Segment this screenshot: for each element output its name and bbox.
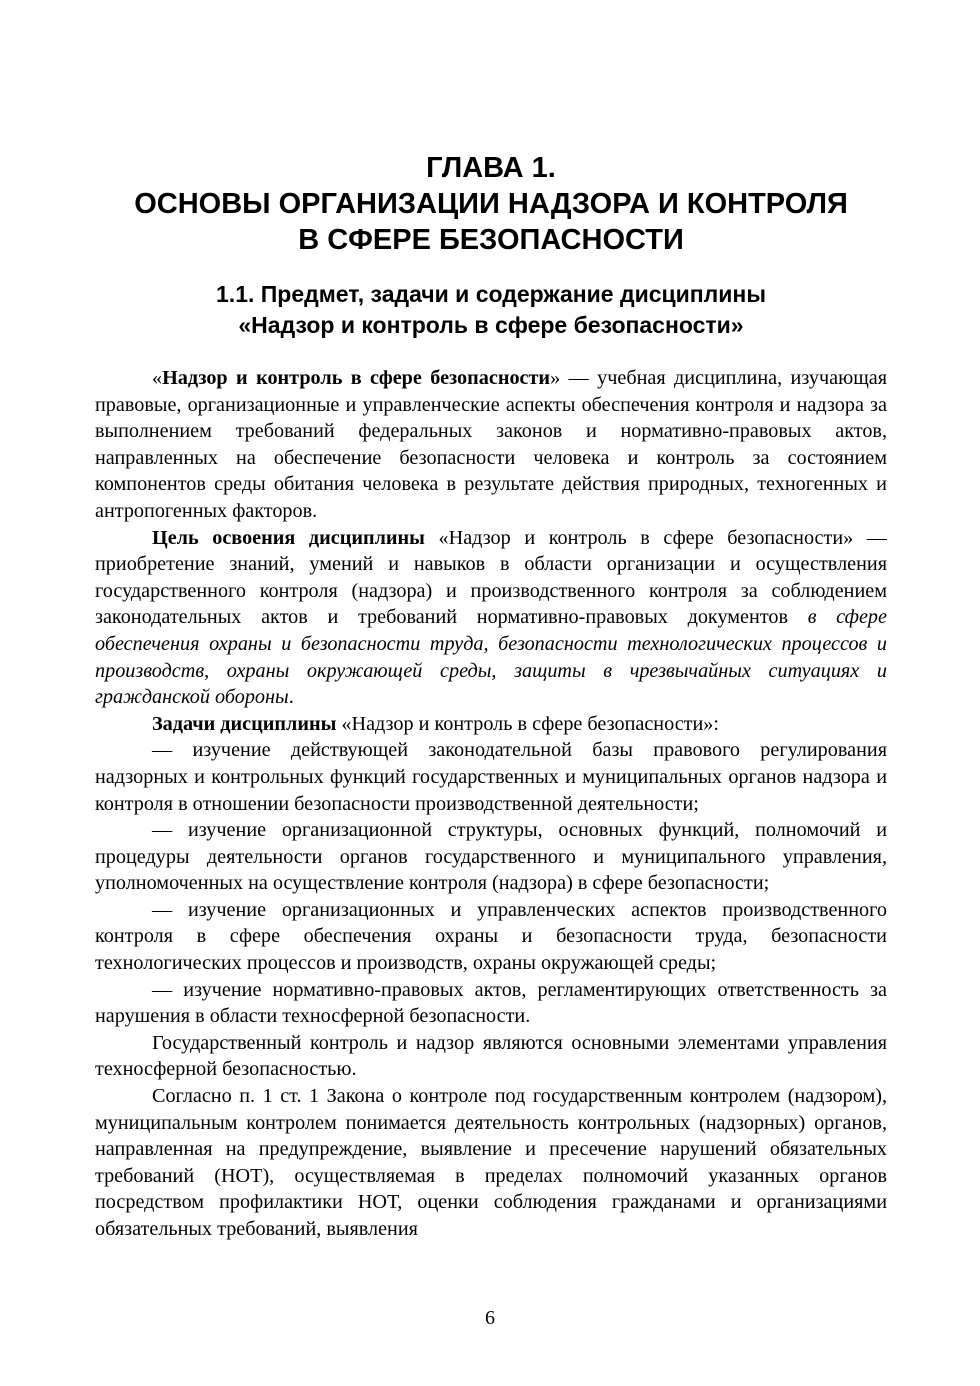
list-item: — изучение нормативно-правовых актов, регламентирующих ответственность за нарушения в области техносферной безопасности.	[95, 978, 887, 1028]
page-content	[95, 150, 887, 1243]
paragraph-definition	[95, 365, 887, 525]
list-item: — изучение организационных и управленческих аспектов производственного контроля в сфере обеспечения охраны и безопасности труда, безопасности технологических процессов и производств, охраны окружающей среды;	[95, 898, 887, 975]
page-number: 6	[485, 1307, 495, 1329]
goal-text: «Надзор и контроль в сфере безопасности» — приобретение знаний, умений и навыков в области организации и осуществления государственного контроля (надзора) и производственного контроля за соблюдением законодательных актов и требований нормативно-правовых документов	[95, 526, 887, 629]
section-title	[95, 279, 887, 341]
section-title-line-1: 1.1. Предмет, задачи и содержание дисциплины	[216, 281, 766, 307]
quote-mark: «	[152, 367, 163, 389]
paragraph-tasks	[95, 711, 887, 738]
chapter-number: ГЛАВА 1.	[426, 152, 556, 184]
goal-italic-text: в сфере обеспечения охраны и безопасности труда, безопасности технологических процессов и производств, охраны окружающей среды, защиты в чрезвычайных ситуациях и гражданской обороны	[95, 606, 887, 709]
definition-text: » — учебная дисциплина, изучающая правовые, организационные и управленческие аспекты обеспечения контроля и надзора за выполнением требований федеральных законов и нормативно-правовых актов, направленных на обеспечение безопасности человека и контроль за состоянием компонентов среды обитания человека в результате действия природных, техногенных и антропогенных факторов.	[95, 367, 887, 522]
paragraph-state-control: Государственный контроль и надзор являются основными элементами управления техносферной безопасностью.	[95, 1031, 887, 1081]
chapter-title-line-1: ОСНОВЫ ОРГАНИЗАЦИИ НАДЗОРА И КОНТРОЛЯ	[134, 188, 848, 220]
chapter-title-line-2: В СФЕРЕ БЕЗОПАСНОСТИ	[298, 224, 684, 256]
list-item: — изучение организационной структуры, основных функций, полномочий и процедуры деятельности органов государственного и муниципального управления, уполномоченных на осуществление контроля (надзора) в сфере безопасности;	[95, 819, 887, 895]
goal-end: .	[288, 686, 294, 709]
tasks-text: «Надзор и контроль в сфере безопасности»:	[336, 712, 719, 735]
body-text	[95, 365, 887, 1243]
discipline-name-bold: Надзор и контроль в сфере безопасности	[162, 367, 551, 389]
paragraph-law-definition: Согласно п. 1 ст. 1 Закона о контроле под государственным контролем (надзором), муниципальным контролем понимается деятельность контрольных (надзорных) органов, направленная на предупреждение, выявление и пресечение нарушений обязательных требований (НОТ), осуществляемая в пределах полномочий указанных органов посредством профилактики НОТ, оценки соблюдения гражданами и организациями обязательных требований, выявления	[95, 1085, 887, 1240]
goal-label-bold: Цель освоения дисциплины	[152, 526, 425, 549]
tasks-label-bold: Задачи дисциплины	[152, 712, 337, 735]
paragraph-goal	[95, 525, 887, 711]
list-item: — изучение действующей законодательной базы правового регулирования надзорных и контрольных функций государственных и муниципальных органов надзора и контроля в отношении безопасности производственной деятельности;	[95, 739, 887, 815]
section-title-line-2: «Надзор и контроль в сфере безопасности»	[238, 312, 744, 338]
chapter-title	[95, 150, 887, 258]
